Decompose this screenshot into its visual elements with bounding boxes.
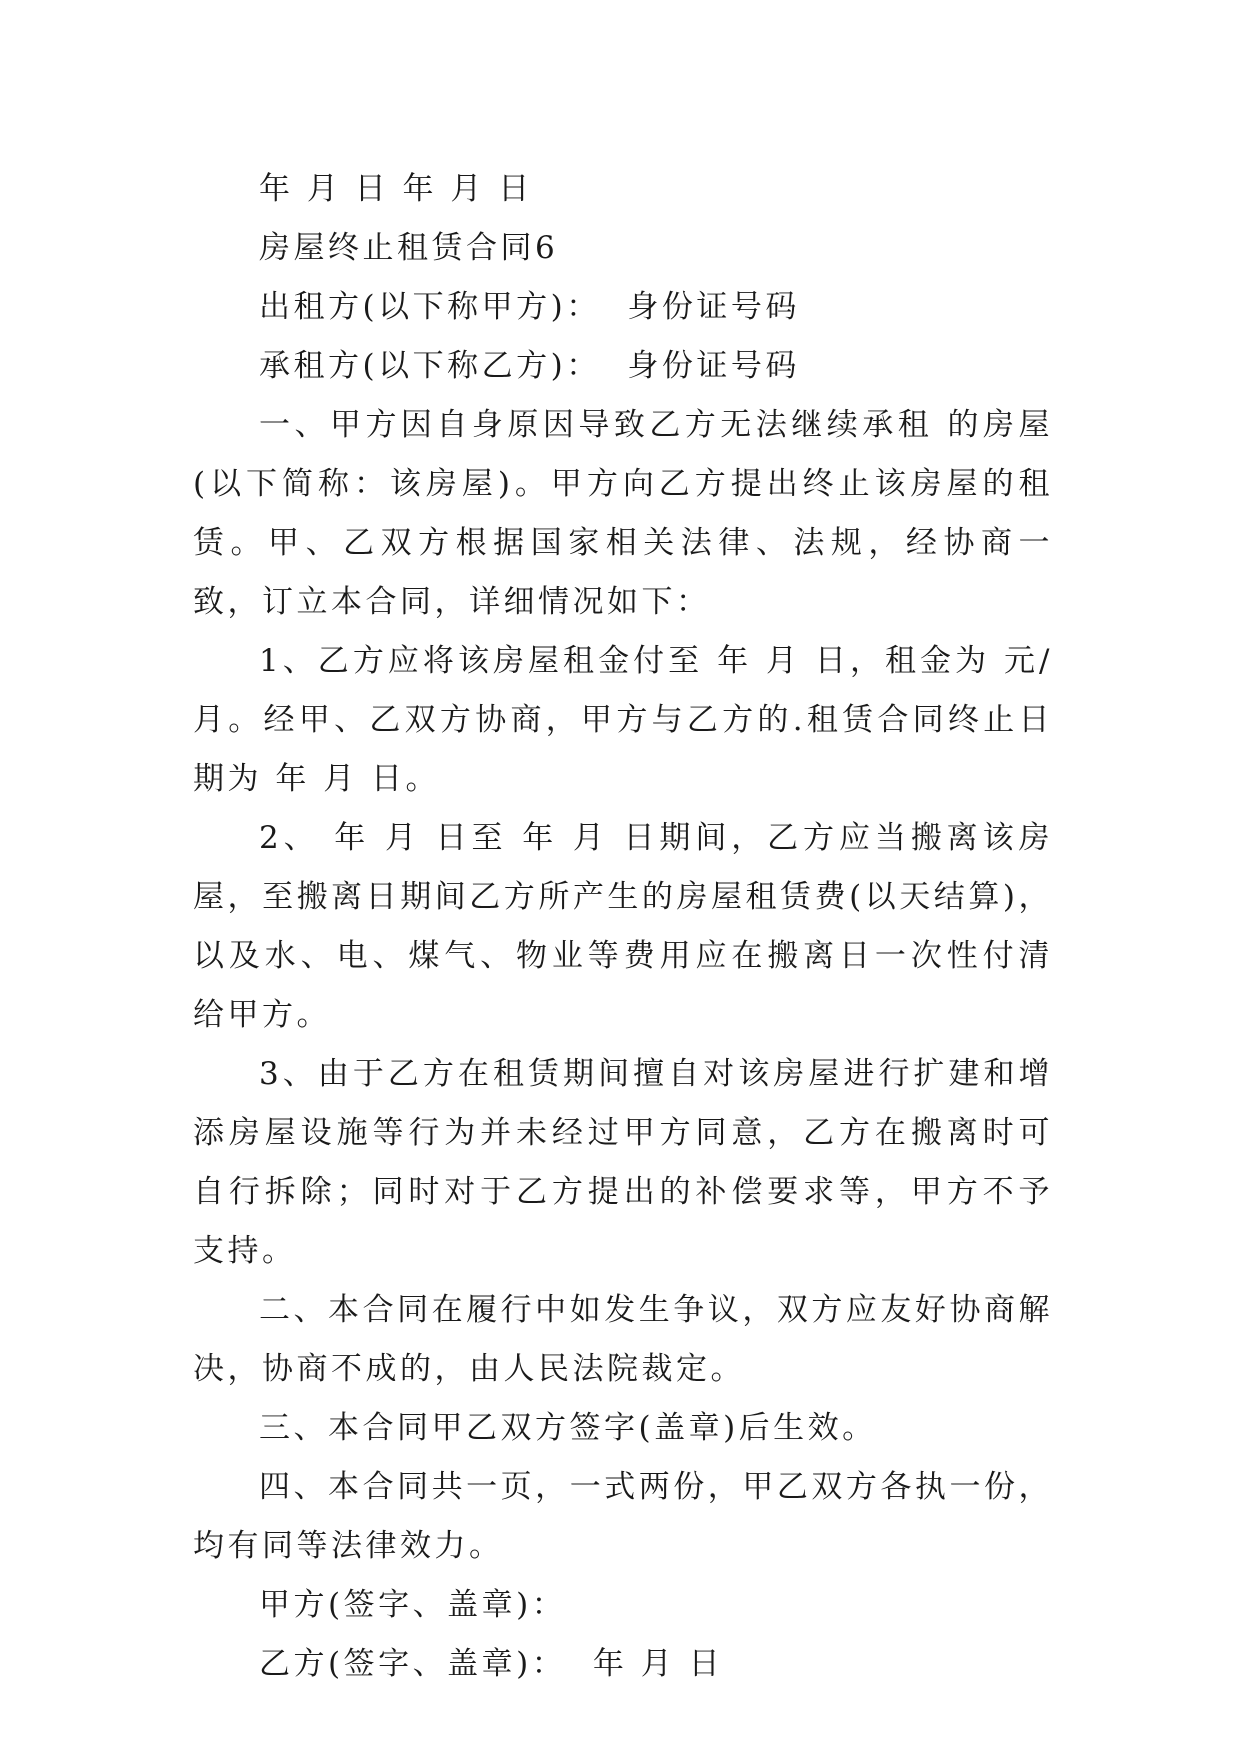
date-line: 年 月 日 年 月 日 [259,171,533,207]
lessor-line: 出租方(以下称甲方)： 身份证号码 [259,289,800,325]
item-three: 3、由于乙方在租赁期间擅自对该房屋进行扩建和增添房屋设施等行为并未经过甲方同意，乙方在搬离时可自行拆除；同时对于乙方提出的补偿要求等，甲方不予支持。 [193,1056,1053,1269]
document-body [193,160,1053,1694]
item-one: 1、乙方应将该房屋租金付至 年 月 日，租金为 元/月。经甲、乙双方协商，甲方与乙方的.租赁合同终止日期为 年 月 日。 [193,643,1053,797]
party-b-signature: 乙方(签字、盖章)： 年 月 日 [259,1646,724,1682]
clause-two: 二、本合同在履行中如发生争议，双方应友好协商解决，协商不成的，由人民法院裁定。 [193,1292,1053,1387]
clause-three: 三、本合同甲乙双方签字(盖章)后生效。 [259,1410,877,1446]
lessee-line: 承租方(以下称乙方)： 身份证号码 [259,348,800,384]
contract-title: 房屋终止租赁合同6 [259,230,559,266]
clause-one: 一、甲方因自身原因导致乙方无法继续承租 的房屋(以下简称：该房屋)。甲方向乙方提出终止该房屋的租赁。甲、乙双方根据国家相关法律、法规，经协商一致，订立本合同，详细情况如下： [193,407,1053,620]
party-a-signature: 甲方(签字、盖章)： [259,1587,567,1623]
clause-four: 四、本合同共一页，一式两份，甲乙双方各执一份，均有同等法律效力。 [193,1469,1053,1564]
item-two: 2、 年 月 日至 年 月 日期间，乙方应当搬离该房屋，至搬离日期间乙方所产生的房屋租赁费(以天结算)，以及水、电、煤气、物业等费用应在搬离日一次性付清给甲方。 [193,820,1053,1033]
